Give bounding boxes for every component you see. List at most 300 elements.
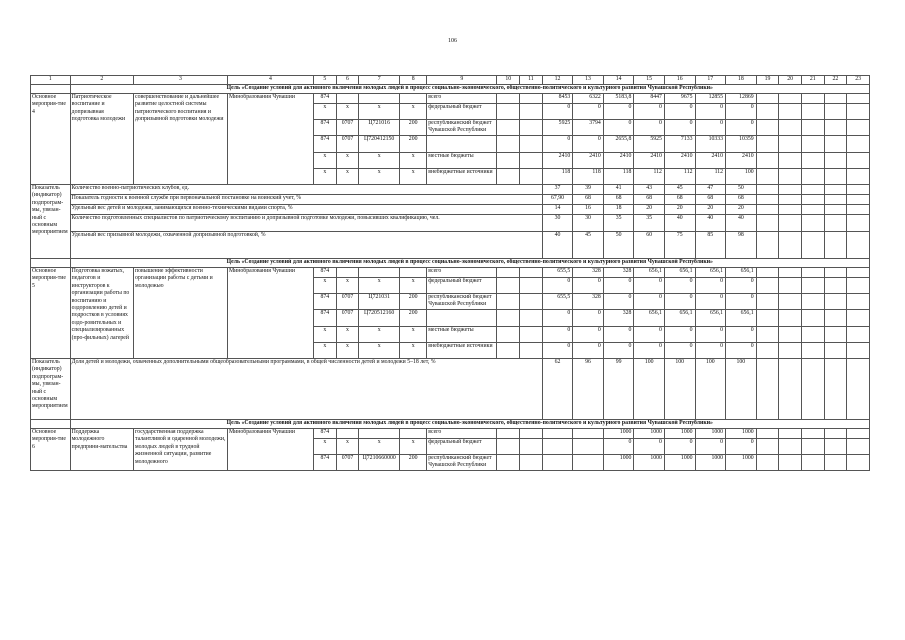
funding-value: 0 — [664, 343, 695, 359]
funding-source: местные бюджеты — [427, 327, 497, 343]
empty-cell — [801, 195, 824, 205]
funding-value: 2655,8 — [603, 136, 634, 153]
funding-value: 0 — [695, 104, 726, 120]
funding-value: 2410 — [726, 153, 757, 169]
indicator-value: 40 — [695, 215, 726, 232]
empty-cell — [847, 94, 870, 104]
empty-cell — [801, 215, 824, 232]
budget-code-type: 200 — [400, 294, 427, 310]
indicator-value: 85 — [695, 232, 726, 259]
funding-value: 655,5 — [542, 268, 573, 278]
funding-value: 328 — [603, 268, 634, 278]
funding-source — [427, 136, 497, 153]
column-number: 19 — [756, 76, 779, 85]
funding-value: 2410 — [634, 153, 665, 169]
funding-value: 0 — [573, 136, 604, 153]
table-row — [31, 429, 870, 439]
funding-value: 8453 — [542, 94, 573, 104]
empty-cell — [847, 232, 870, 259]
funding-value: 1000 — [726, 429, 757, 439]
empty-cell — [520, 278, 543, 294]
funding-value: 0 — [603, 120, 634, 136]
column-number: 7 — [359, 76, 400, 85]
budget-code-section — [336, 268, 359, 278]
funding-value: 10333 — [695, 136, 726, 153]
goal-row — [31, 85, 870, 94]
budget-code-target — [359, 429, 400, 439]
funding-value: 0 — [573, 343, 604, 359]
empty-cell — [847, 153, 870, 169]
column-number: 21 — [801, 76, 824, 85]
empty-cell — [497, 153, 520, 169]
empty-cell — [520, 455, 543, 471]
funding-value — [542, 439, 573, 455]
indicator-value: 68 — [603, 195, 634, 205]
budget-code-section: 0707 — [336, 310, 359, 327]
empty-cell — [801, 104, 824, 120]
budget-code-type: 200 — [400, 455, 427, 471]
funding-value: 0 — [603, 294, 634, 310]
indicator-value: 35 — [634, 215, 665, 232]
funding-value: 0 — [634, 294, 665, 310]
empty-cell — [497, 268, 520, 278]
funding-value: 8447 — [634, 94, 665, 104]
budget-code-type: 200 — [400, 120, 427, 136]
activity-goal: повышение эффективности организации работы с детьми и молодежью — [134, 268, 228, 359]
empty-cell — [847, 429, 870, 439]
empty-cell — [520, 439, 543, 455]
funding-value: 2410 — [664, 153, 695, 169]
empty-cell — [520, 310, 543, 327]
indicator-value: 20 — [726, 205, 757, 215]
empty-cell — [756, 215, 779, 232]
funding-value: 100 — [726, 169, 757, 185]
column-number: 3 — [134, 76, 228, 85]
budget-code-target — [359, 94, 400, 104]
empty-cell — [847, 455, 870, 471]
funding-value: 1000 — [726, 455, 757, 471]
budget-code-section: 0707 — [336, 294, 359, 310]
activity-executor: Минобразования Чувашии — [227, 94, 313, 185]
empty-cell — [801, 327, 824, 343]
budget-code-grbs: x — [314, 327, 337, 343]
indicator-value: 47 — [695, 185, 726, 195]
empty-cell — [801, 429, 824, 439]
empty-cell — [824, 294, 847, 310]
budget-code-grbs: 874 — [314, 310, 337, 327]
budget-code-type: 200 — [400, 136, 427, 153]
activity-goal: государственная поддержка талантливой и одаренной молодежи, молодых людей в трудной жизненной ситуации, развитие молодежного — [134, 429, 228, 471]
indicator-text: Доля детей и молодежи, охваченных дополнительными общеобразовательными программами, в общей численности детей и молодежи 5–18 лет, % — [70, 359, 542, 420]
empty-cell — [779, 310, 802, 327]
funding-value: 655,5 — [542, 294, 573, 310]
budget-code-target: x — [359, 439, 400, 455]
indicator-value: 68 — [695, 195, 726, 205]
indicator-value: 14 — [542, 205, 573, 215]
empty-cell — [497, 136, 520, 153]
funding-value: 0 — [664, 120, 695, 136]
funding-source: всего — [427, 429, 497, 439]
empty-cell — [801, 169, 824, 185]
empty-cell — [756, 153, 779, 169]
funding-source — [427, 310, 497, 327]
empty-cell — [756, 120, 779, 136]
empty-cell — [824, 268, 847, 278]
budget-code-type: x — [400, 169, 427, 185]
funding-value: 2410 — [542, 153, 573, 169]
column-number: 2 — [70, 76, 133, 85]
empty-cell — [520, 343, 543, 359]
empty-cell — [801, 120, 824, 136]
indicator-value: 35 — [603, 215, 634, 232]
funding-value — [542, 455, 573, 471]
empty-cell — [801, 232, 824, 259]
activity-code: Основное мероприя-тие 6 — [31, 429, 71, 471]
empty-cell — [801, 278, 824, 294]
funding-value: 0 — [634, 327, 665, 343]
indicator-value: 75 — [664, 232, 695, 259]
indicator-row — [31, 205, 870, 215]
empty-cell — [847, 327, 870, 343]
empty-cell — [497, 278, 520, 294]
empty-cell — [497, 120, 520, 136]
table-row — [31, 94, 870, 104]
funding-value: 12855 — [695, 94, 726, 104]
goal-spacer — [31, 259, 71, 268]
budget-code-target: x — [359, 153, 400, 169]
budget-code-target: x — [359, 343, 400, 359]
indicator-value: 40 — [542, 232, 573, 259]
funding-source: внебюджетные источники — [427, 343, 497, 359]
empty-cell — [801, 359, 824, 420]
empty-cell — [847, 294, 870, 310]
indicator-label: Показатель (индикатор) подпрограм-мы, увязан-ный с основным мероприятием — [31, 185, 71, 259]
activity-name: Патриотическое воспитание и допризывная подготовка молодежи — [70, 94, 133, 185]
funding-value: 0 — [634, 278, 665, 294]
funding-value: 0 — [726, 327, 757, 343]
empty-cell — [756, 310, 779, 327]
indicator-row — [31, 215, 870, 232]
budget-code-type: x — [400, 278, 427, 294]
column-number: 23 — [847, 76, 870, 85]
funding-source: республиканский бюджет Чувашской Республики — [427, 120, 497, 136]
empty-cell — [779, 205, 802, 215]
indicator-value: 16 — [573, 205, 604, 215]
empty-cell — [824, 94, 847, 104]
empty-cell — [824, 136, 847, 153]
funding-value: 0 — [726, 439, 757, 455]
funding-value: 0 — [634, 439, 665, 455]
funding-value: 1000 — [664, 455, 695, 471]
funding-value: 112 — [664, 169, 695, 185]
column-number: 20 — [779, 76, 802, 85]
empty-cell — [801, 455, 824, 471]
funding-value: 0 — [542, 136, 573, 153]
empty-cell — [779, 120, 802, 136]
indicator-row — [31, 359, 870, 420]
funding-value — [573, 429, 604, 439]
empty-cell — [824, 232, 847, 259]
empty-cell — [756, 185, 779, 195]
budget-code-section: x — [336, 153, 359, 169]
empty-cell — [801, 294, 824, 310]
funding-value: 1000 — [695, 455, 726, 471]
empty-cell — [824, 120, 847, 136]
funding-value: 5925 — [634, 136, 665, 153]
activity-code: Основное мероприя-тие 5 — [31, 268, 71, 359]
funding-value: 656,1 — [726, 310, 757, 327]
empty-cell — [520, 294, 543, 310]
funding-value: 1000 — [634, 455, 665, 471]
empty-cell — [756, 195, 779, 205]
funding-value: 2410 — [695, 153, 726, 169]
indicator-text: Показатель годности к военной службе при первоначальной постановке на воинский учет, % — [70, 195, 542, 205]
empty-cell — [779, 439, 802, 455]
column-number: 18 — [726, 76, 757, 85]
empty-cell — [824, 104, 847, 120]
funding-value: 0 — [542, 104, 573, 120]
empty-cell — [756, 268, 779, 278]
empty-cell — [847, 195, 870, 205]
table-row — [31, 268, 870, 278]
indicator-value: 30 — [542, 215, 573, 232]
empty-cell — [756, 359, 779, 420]
budget-code-type: x — [400, 153, 427, 169]
empty-cell — [779, 94, 802, 104]
program-table — [30, 75, 870, 471]
funding-value: 328 — [573, 268, 604, 278]
empty-cell — [779, 185, 802, 195]
funding-value: 9675 — [664, 94, 695, 104]
empty-cell — [520, 169, 543, 185]
activity-executor: Минобразования Чувашии — [227, 268, 313, 359]
budget-code-grbs: x — [314, 439, 337, 455]
column-number: 12 — [542, 76, 573, 85]
indicator-value: 100 — [634, 359, 665, 420]
empty-cell — [847, 439, 870, 455]
empty-cell — [847, 343, 870, 359]
indicator-value: 20 — [634, 205, 665, 215]
indicator-value: 43 — [634, 185, 665, 195]
indicator-row — [31, 232, 870, 259]
empty-cell — [847, 205, 870, 215]
empty-cell — [756, 94, 779, 104]
empty-cell — [520, 327, 543, 343]
empty-cell — [824, 429, 847, 439]
column-number: 22 — [824, 76, 847, 85]
empty-cell — [779, 104, 802, 120]
empty-cell — [520, 120, 543, 136]
budget-code-grbs: 874 — [314, 455, 337, 471]
empty-cell — [756, 343, 779, 359]
empty-cell — [756, 169, 779, 185]
budget-code-grbs: 874 — [314, 94, 337, 104]
empty-cell — [756, 205, 779, 215]
funding-value: 1000 — [603, 429, 634, 439]
funding-value: 2410 — [573, 153, 604, 169]
empty-cell — [847, 215, 870, 232]
indicator-value: 45 — [664, 185, 695, 195]
empty-cell — [824, 343, 847, 359]
budget-code-target: Ц7210660000 — [359, 455, 400, 471]
budget-code-type: x — [400, 439, 427, 455]
column-number: 17 — [695, 76, 726, 85]
funding-value: 0 — [664, 439, 695, 455]
empty-cell — [847, 310, 870, 327]
funding-value: 0 — [695, 278, 726, 294]
funding-value: 5925 — [542, 120, 573, 136]
funding-value: 0 — [542, 310, 573, 327]
funding-value: 0 — [695, 294, 726, 310]
funding-value: 656,1 — [695, 268, 726, 278]
indicator-value: 20 — [664, 205, 695, 215]
funding-value: 0 — [603, 439, 634, 455]
funding-value: 3794 — [573, 120, 604, 136]
column-number: 8 — [400, 76, 427, 85]
empty-cell — [824, 278, 847, 294]
funding-value: 0 — [695, 343, 726, 359]
empty-cell — [756, 327, 779, 343]
activity-name: Поддержка молодежного предприни-мательства — [70, 429, 133, 471]
budget-code-target: x — [359, 104, 400, 120]
empty-cell — [824, 455, 847, 471]
empty-cell — [779, 268, 802, 278]
budget-code-type: 200 — [400, 310, 427, 327]
funding-value: 10359 — [726, 136, 757, 153]
empty-cell — [847, 278, 870, 294]
budget-code-grbs: 874 — [314, 136, 337, 153]
empty-cell — [756, 429, 779, 439]
budget-code-target: x — [359, 278, 400, 294]
funding-value: 6322 — [573, 94, 604, 104]
indicator-value: 50 — [726, 185, 757, 195]
indicator-value: 98 — [726, 232, 757, 259]
empty-cell — [801, 343, 824, 359]
funding-value: 5183,8 — [603, 94, 634, 104]
funding-value: 0 — [695, 327, 726, 343]
budget-code-section: 0707 — [336, 136, 359, 153]
empty-cell — [520, 136, 543, 153]
funding-value — [542, 429, 573, 439]
indicator-text: Удельный вес детей и молодежи, занимающихся военно-техническими видами спорта, % — [70, 205, 542, 215]
funding-value: 112 — [634, 169, 665, 185]
funding-value: 118 — [542, 169, 573, 185]
indicator-value: 37 — [542, 185, 573, 195]
budget-code-grbs: 874 — [314, 120, 337, 136]
funding-value: 0 — [695, 120, 726, 136]
funding-value: 0 — [726, 343, 757, 359]
budget-code-type: x — [400, 343, 427, 359]
column-number: 6 — [336, 76, 359, 85]
empty-cell — [520, 94, 543, 104]
budget-code-section: x — [336, 169, 359, 185]
empty-cell — [779, 327, 802, 343]
indicator-text: Удельный вес призывной молодежи, охваченной допризывной подготовкой, % — [70, 232, 542, 259]
empty-cell — [779, 136, 802, 153]
empty-cell — [847, 136, 870, 153]
column-number: 15 — [634, 76, 665, 85]
column-number: 9 — [427, 76, 497, 85]
empty-cell — [779, 195, 802, 205]
empty-cell — [847, 268, 870, 278]
goal-spacer — [31, 420, 71, 429]
indicator-value: 68 — [664, 195, 695, 205]
indicator-value: 67,90 — [542, 195, 573, 205]
activity-name: Подготовка вожатых, педагогов и инструкторов к организации работы по воспитанию и оздоровлению детей и подростков в условиях оздо-ровительных и специализированных (про-фильных) лагерей — [70, 268, 133, 359]
funding-value: 1000 — [664, 429, 695, 439]
empty-cell — [801, 94, 824, 104]
funding-value: 656,1 — [634, 268, 665, 278]
funding-value: 0 — [542, 327, 573, 343]
empty-cell — [779, 359, 802, 420]
funding-source: местные бюджеты — [427, 153, 497, 169]
column-number: 4 — [227, 76, 313, 85]
budget-code-grbs: 874 — [314, 294, 337, 310]
activity-executor: Минобразования Чувашии — [227, 429, 313, 471]
empty-cell — [824, 310, 847, 327]
funding-value: 0 — [573, 327, 604, 343]
empty-cell — [756, 104, 779, 120]
funding-source: федеральный бюджет — [427, 104, 497, 120]
empty-cell — [756, 232, 779, 259]
empty-cell — [824, 205, 847, 215]
empty-cell — [847, 120, 870, 136]
funding-value: 118 — [573, 169, 604, 185]
funding-value: 0 — [603, 343, 634, 359]
empty-cell — [779, 215, 802, 232]
empty-cell — [497, 327, 520, 343]
indicator-row — [31, 185, 870, 195]
goal-title: Цель «Создание условий для активного включения молодых людей в процесс социально-экономического, общественно-политического и культурного развития Чувашской Республики» — [70, 85, 869, 94]
empty-cell — [779, 169, 802, 185]
funding-value — [573, 439, 604, 455]
budget-code-section: x — [336, 104, 359, 120]
empty-cell — [847, 169, 870, 185]
funding-value: 656,1 — [664, 268, 695, 278]
indicator-value: 100 — [695, 359, 726, 420]
budget-code-grbs: x — [314, 169, 337, 185]
empty-cell — [497, 429, 520, 439]
empty-cell — [779, 153, 802, 169]
column-number: 14 — [603, 76, 634, 85]
funding-value: 0 — [603, 278, 634, 294]
activity-goal: совершенствование и дальнейшее развитие целостной системы патриотического воспитания и допризывной подготовки молодежи — [134, 94, 228, 185]
empty-cell — [801, 153, 824, 169]
funding-value: 0 — [726, 278, 757, 294]
indicator-value: 68 — [573, 195, 604, 205]
empty-cell — [497, 294, 520, 310]
goal-spacer — [31, 85, 71, 94]
funding-value: 1000 — [695, 429, 726, 439]
funding-value: 2410 — [603, 153, 634, 169]
indicator-value: 68 — [634, 195, 665, 205]
empty-cell — [779, 455, 802, 471]
indicator-value: 40 — [726, 215, 757, 232]
empty-cell — [824, 169, 847, 185]
budget-code-target: x — [359, 169, 400, 185]
funding-value: 12869 — [726, 94, 757, 104]
funding-value: 0 — [634, 120, 665, 136]
indicator-row — [31, 195, 870, 205]
indicator-value: 100 — [664, 359, 695, 420]
funding-value: 0 — [573, 310, 604, 327]
empty-cell — [756, 455, 779, 471]
goal-title: Цель «Создание условий для активного включения молодых людей в процесс социально-экономического, общественно-политического и культурного развития Чувашской Республики» — [70, 259, 869, 268]
empty-cell — [756, 294, 779, 310]
empty-cell — [756, 136, 779, 153]
budget-code-target: Ц721016 — [359, 120, 400, 136]
budget-code-target: Ц720412150 — [359, 136, 400, 153]
